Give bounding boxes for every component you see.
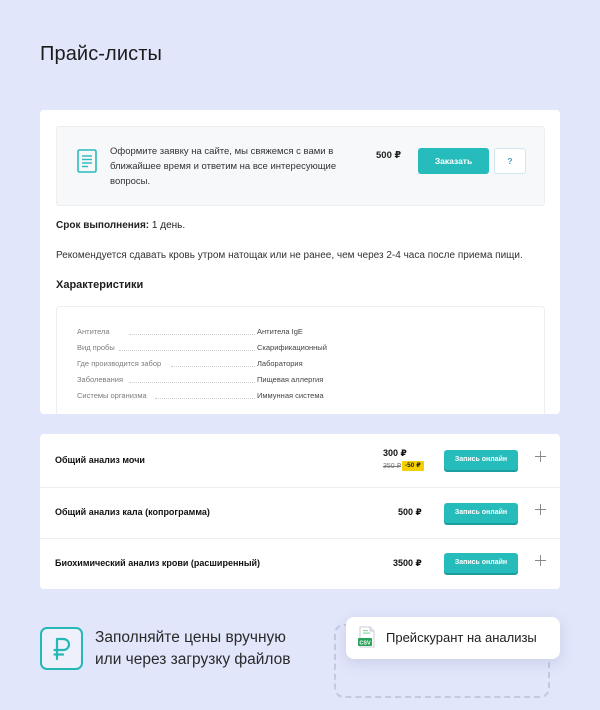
- book-online-button[interactable]: Запись онлайн: [444, 503, 518, 523]
- ruble-glyph-icon: [52, 637, 72, 661]
- dotted-leader: [129, 382, 255, 383]
- product-card: [40, 110, 560, 414]
- csv-file-icon: [358, 626, 376, 649]
- analysis-name: Общий анализ кала (копрограмма): [55, 507, 210, 517]
- analysis-price: 500 ₽: [398, 507, 422, 517]
- characteristic-value: Иммунная система: [257, 391, 324, 400]
- book-online-button[interactable]: Запись онлайн: [444, 450, 518, 470]
- deadline: [56, 220, 185, 231]
- analyses-list: [40, 434, 560, 589]
- expand-plus-icon[interactable]: [535, 451, 547, 463]
- analysis-name: Биохимический анализ крови (расширенный): [55, 558, 261, 568]
- characteristic-value: Антитела IgE: [257, 327, 303, 336]
- order-price: 500 ₽: [376, 150, 402, 161]
- characteristic-row: [77, 343, 517, 355]
- expand-plus-icon[interactable]: [535, 555, 547, 567]
- characteristic-key: Антитела: [77, 327, 110, 336]
- analysis-price: 300 ₽: [383, 448, 407, 458]
- characteristic-row: [77, 359, 517, 371]
- ruble-icon: [40, 627, 83, 670]
- order-box: [56, 126, 545, 206]
- analysis-name: Общий анализ мочи: [55, 455, 145, 465]
- characteristic-value: Пищевая аллергия: [257, 375, 324, 384]
- help-button[interactable]: ?: [494, 148, 526, 174]
- order-description: Оформите заявку на сайте, мы свяжемся с вами в ближайшее время и ответим на все интересующие вопросы.: [110, 146, 337, 187]
- deadline-value: 1 день.: [149, 220, 186, 231]
- characteristic-row: [77, 327, 517, 339]
- characteristic-key: Системы организма: [77, 391, 147, 400]
- uploaded-file[interactable]: [346, 617, 560, 659]
- characteristic-row: [77, 375, 517, 387]
- characteristics-heading: Характеристики: [56, 279, 144, 291]
- list-item: [40, 487, 560, 539]
- promo-line-1: Заполняйте цены вручную: [95, 629, 286, 646]
- file-name: Прейскурант на анализы: [386, 630, 537, 645]
- analysis-price: 3500 ₽: [393, 558, 422, 568]
- characteristic-key: Вид пробы: [77, 343, 115, 352]
- promo-line-2: или через загрузку файлов: [95, 651, 291, 668]
- characteristic-key: Где производится забор: [77, 359, 162, 368]
- deadline-label: Срок выполнения:: [56, 220, 150, 231]
- order-button[interactable]: Заказать: [418, 148, 489, 174]
- recommendation-text: Рекомендуется сдавать кровь утром натощак или не ранее, чем через 2-4 часа после приема пищи.: [56, 250, 523, 261]
- dotted-leader: [155, 398, 255, 399]
- document-icon: [77, 149, 97, 173]
- old-price: 350 ₽: [383, 463, 402, 470]
- characteristic-row: [77, 391, 517, 403]
- dotted-leader: [119, 350, 255, 351]
- page-title: Прайс-листы: [40, 43, 162, 65]
- dotted-leader: [129, 334, 255, 335]
- expand-plus-icon[interactable]: [535, 504, 547, 516]
- list-item: [40, 434, 560, 486]
- characteristic-value: Лаборатория: [257, 359, 303, 368]
- dotted-leader: [171, 366, 255, 367]
- list-item: [40, 538, 560, 589]
- characteristics-table: [56, 306, 545, 414]
- characteristic-key: Заболевания: [77, 375, 124, 384]
- book-online-button[interactable]: Запись онлайн: [444, 553, 518, 573]
- discount-badge: -50 ₽: [402, 461, 424, 471]
- promo-text: [95, 627, 325, 671]
- characteristic-value: Скарификационный: [257, 343, 327, 352]
- csv-badge: CSV: [359, 640, 371, 647]
